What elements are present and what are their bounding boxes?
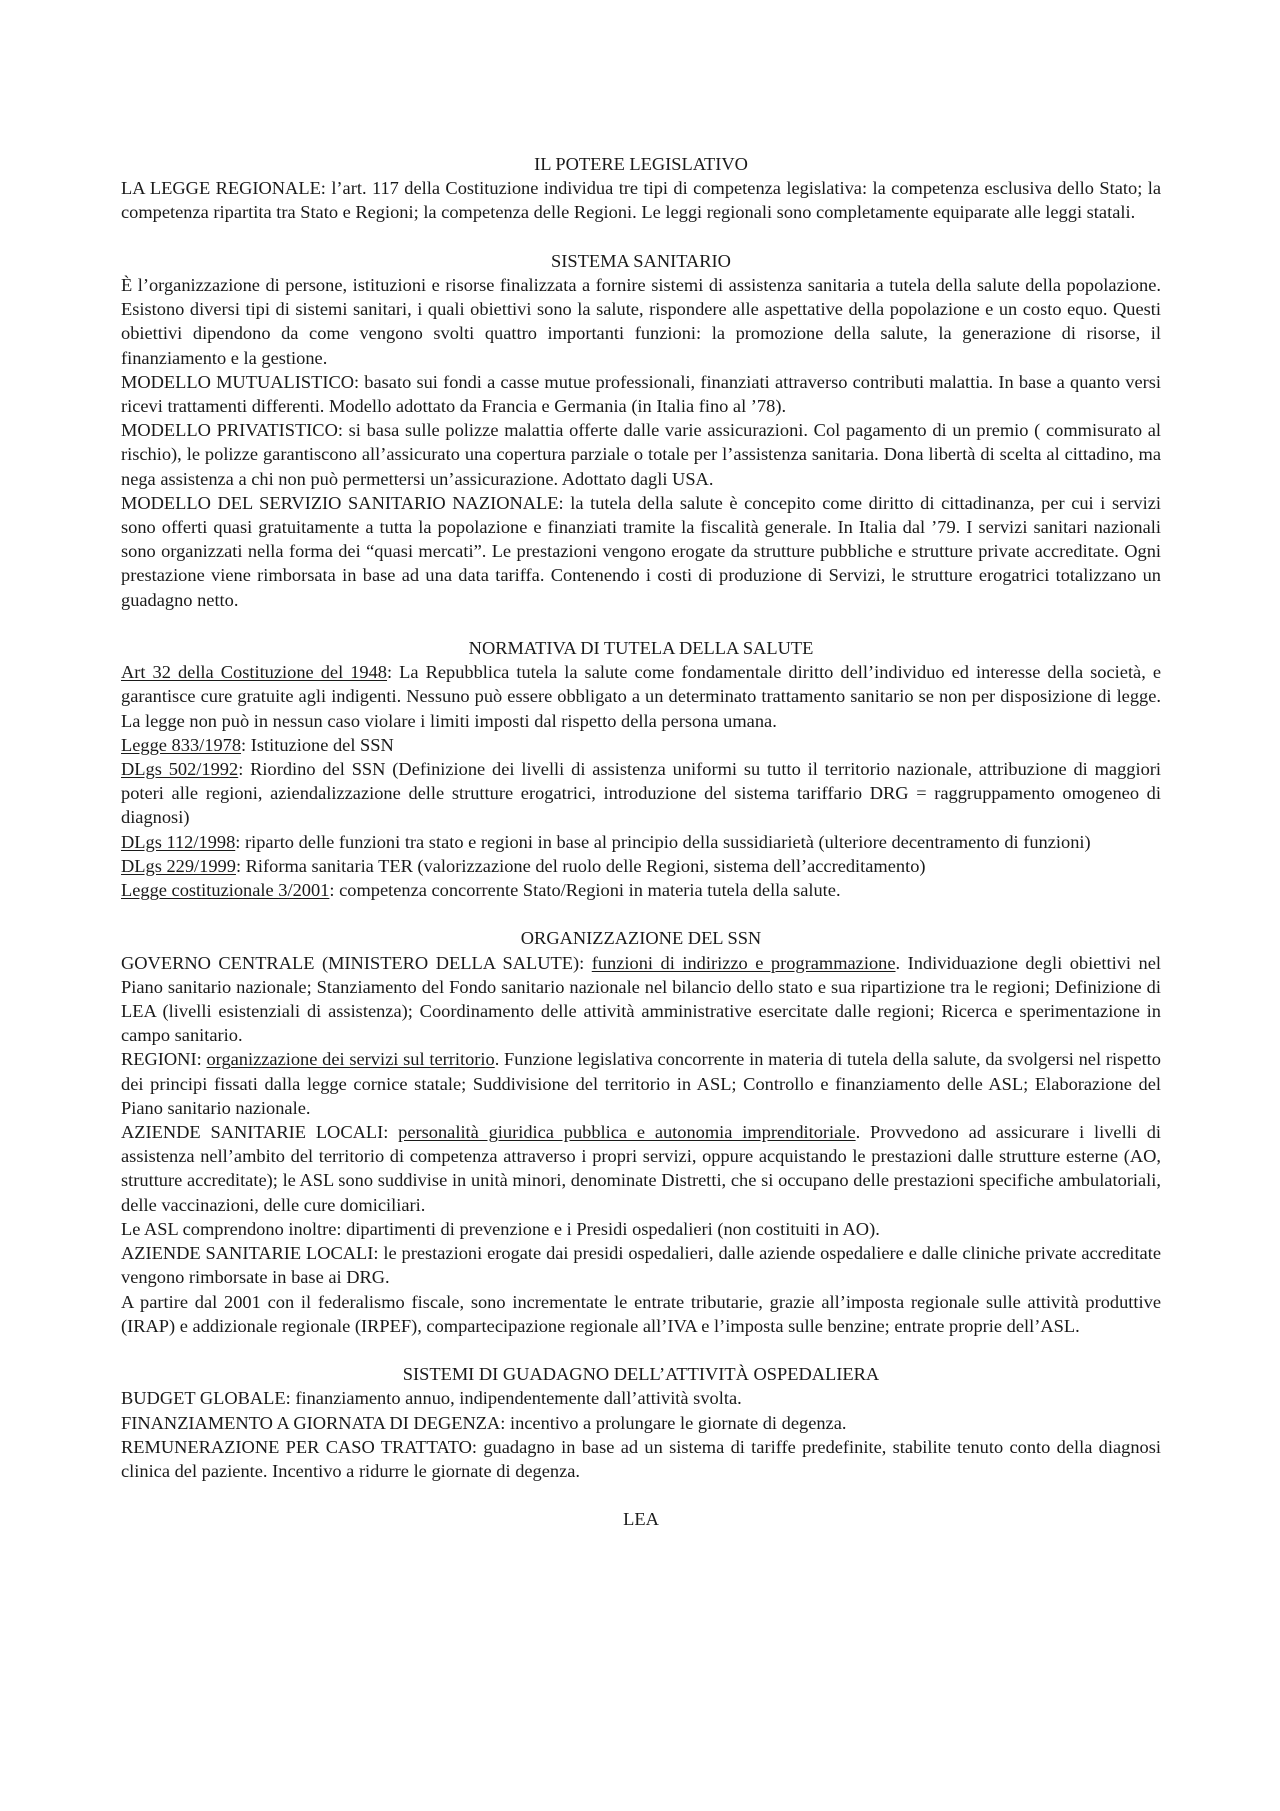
paragraph: MODELLO DEL SERVIZIO SANITARIO NAZIONALE: la tutela della salute è concepito come diritto di cittadinanza, per cui i servizi sono offerti quasi gratuitamente a tutta la popolazione e finanziati tramite la fiscalità generale. In Italia dal ’79. I servizi sanitari nazionali sono organizzati nella forma dei “quasi mercati”. Le prestazioni vengono erogate da strutture pubbliche e strutture private accreditate. Ogni prestazione viene rimborsata in base ad una data tariffa. Contenendo i costi di produzione di Servizi, le strutture erogatrici totalizzano un guadagno netto.: [121, 492, 1161, 610]
paragraph: A partire dal 2001 con il federalismo fiscale, sono incrementate le entrate tributarie, grazie all’imposta regionale sulle attività produttive (IRAP) e addizionale regionale (IRPEF), compartecipazione regionale all’IVA e l’imposta sulle benzine; entrate proprie dell’ASL.: [121, 1291, 1161, 1336]
law-paragraph: DLgs 502/1992: Riordino del SSN (Definizione dei livelli di assistenza uniformi su tutto il territorio nazionale, attribuzione di maggiori poteri alle regioni, aziendalizzazione delle strutture erogatrici, introduzione del sistema tariffario DRG = raggruppamento omogeneo di diagnosi): [121, 759, 1162, 828]
section-heading: SISTEMI DI GUADAGNO DELL’ATTIVITÀ OSPEDALIERA: [402, 1364, 880, 1385]
law-reference: Legge 833/1978: [121, 734, 242, 755]
section-heading: LEA: [623, 1509, 659, 1530]
paragraph: AZIENDE SANITARIE LOCALI: le prestazioni erogate dai presidi ospedalieri, dalle aziende ospedaliere e dalle cliniche private accreditate vengono rimborsate in base ai DRG.: [121, 1243, 1161, 1288]
law-reference: DLgs 229/1999: [121, 855, 236, 876]
paragraph: AZIENDE SANITARIE LOCALI: personalità giuridica pubblica e autonomia imprenditoriale. Provvedono ad assicurare i livelli di assistenza nell’ambito del territorio di competenza attraverso i propri servizi, oppure acquistando le prestazioni dalle strutture esterne (AO, strutture accreditate); le ASL sono suddivise in unità minori, denominate Distretti, che si occupano delle prestazioni specifiche ambulatoriali, delle vaccinazioni, delle cure domiciliari.: [121, 1122, 1161, 1215]
paragraph: MODELLO MUTUALISTICO: basato sui fondi a casse mutue professionali, finanziati attraverso contributi malattia. In base a quanto versi ricevi trattamenti differenti. Modello adottato da Francia e Germania (in Italia fino al ’78).: [121, 371, 1161, 417]
section-heading: SISTEMA SANITARIO: [551, 250, 731, 271]
law-reference: DLgs 502/1992: [121, 759, 239, 780]
paragraph: È l’organizzazione di persone, istituzioni e risorse finalizzata a fornire sistemi di assistenza sanitaria a tutela della salute della popolazione. Esistono diversi tipi di sistemi sanitari, i quali obiettivi sono la salute, rispondere alle aspettative della popolazione e un costo equo. Questi obiettivi dipendono da come vengono svolti quattro importanti funzioni: la promozione della salute, la generazione di risorse, il finanziamento e la gestione.: [121, 275, 1161, 368]
law-reference: Art 32 della Costituzione del 1948: [121, 662, 388, 683]
section-heading: ORGANIZZAZIONE DEL SSN: [520, 928, 762, 949]
law-reference: Legge costituzionale 3/2001: [121, 880, 330, 901]
paragraph: REMUNERAZIONE PER CASO TRATTATO: guadagno in base ad un sistema di tariffe predefinite, stabilite tenuto conto della diagnosi clinica del paziente. Incentivo a ridurre le giornate di degenza.: [121, 1436, 1161, 1481]
underlined-phrase: organizzazione dei servizi sul territorio: [206, 1049, 495, 1070]
law-paragraph: Art 32 della Costituzione del 1948: La Repubblica tutela la salute come fondamentale diritto dell’individuo ed interesse della società, e garantisce cure gratuite agli indigenti. Nessuno può essere obbligato a un determinato trattamento sanitario se non per disposizione di legge. La legge non può in nessun caso violare i limiti imposti dal rispetto della persona umana.: [121, 662, 1161, 731]
section-heading: IL POTERE LEGISLATIVO: [534, 154, 748, 174]
underlined-phrase: personalità giuridica pubblica e autonomia imprenditoriale: [398, 1122, 856, 1143]
paragraph: BUDGET GLOBALE: finanziamento annuo, indipendentemente dall’attività svolta.: [121, 1388, 742, 1409]
paragraph: LA LEGGE REGIONALE: l’art. 117 della Costituzione individua tre tipi di competenza legislativa: la competenza esclusiva dello Stato; la competenza ripartita tra Stato e Regioni; la competenza delle Regioni. Le leggi regionali sono completamente equiparate alle leggi statali.: [121, 178, 1161, 223]
section-heading: NORMATIVA DI TUTELA DELLA SALUTE: [468, 638, 814, 659]
law-paragraph: DLgs 229/1999: Riforma sanitaria TER (valorizzazione del ruolo delle Regioni, sistema dell’accreditamento): [121, 855, 926, 876]
underlined-phrase: funzioni di indirizzo e programmazione: [591, 952, 896, 973]
law-reference: DLgs 112/1998: [121, 831, 236, 852]
law-paragraph: DLgs 112/1998: riparto delle funzioni tra stato e regioni in base al principio della sussidiarietà (ulteriore decentramento di funzioni): [121, 831, 1091, 852]
paragraph: GOVERNO CENTRALE (MINISTERO DELLA SALUTE): funzioni di indirizzo e programmazione. Individuazione degli obiettivi nel Piano sanitario nazionale; Stanziamento del Fondo sanitario nazionale nel bilancio dello stato e sua ripartizione tra le regioni; Definizione di LEA (livelli esistenziali di assistenza); Coordinamento delle attività amministrative esercitate dalle regioni; Ricerca e sperimentazione in campo sanitario.: [121, 952, 1161, 1046]
paragraph: REGIONI: organizzazione dei servizi sul territorio. Funzione legislativa concorrente in materia di tutela della salute, da svolgersi nel rispetto dei principi fissati dalla legge cornice statale; Suddivisione del territorio in ASL; Controllo e finanziamento delle ASL; Elaborazione del Piano sanitario nazionale.: [121, 1049, 1161, 1118]
law-paragraph: Legge 833/1978: Istituzione del SSN: [121, 734, 394, 755]
law-paragraph: Legge costituzionale 3/2001: competenza concorrente Stato/Regioni in materia tutela della salute.: [121, 880, 841, 901]
paragraph: MODELLO PRIVATISTICO: si basa sulle polizze malattia offerte dalle varie assicurazioni. Col pagamento di un premio ( commisurato al rischio), le polizze garantiscono all’assicurato una copertura parziale o totale per l’assistenza sanitaria. Dona libertà di scelta al cittadino, ma nega assistenza a chi non può permettersi un’assicurazione. Adottato dagli USA.: [121, 420, 1161, 489]
document-page: [121, 152, 1161, 1532]
paragraph: Le ASL comprendono inoltre: dipartimenti di prevenzione e i Presidi ospedalieri (non costituiti in AO).: [121, 1218, 880, 1239]
paragraph: FINANZIAMENTO A GIORNATA DI DEGENZA: incentivo a prolungare le giornate di degenza.: [121, 1412, 847, 1433]
